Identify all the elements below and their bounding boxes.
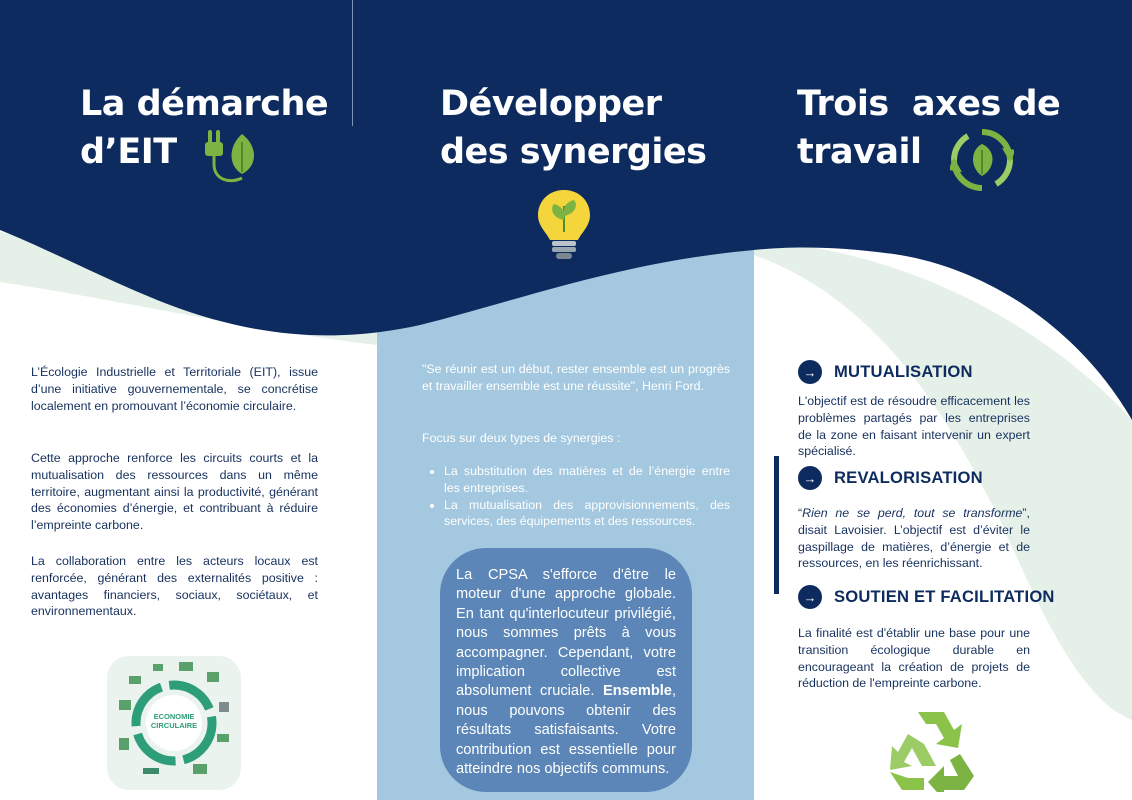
henri-ford-quote: "Se réunir est un début, rester ensemble est un progrès et travailler ensemble est une réussite", Henri Ford. bbox=[422, 362, 730, 393]
lavoisier-quote: Rien ne se perd, tout se transforme bbox=[802, 506, 1023, 520]
arrow-right-icon: → bbox=[798, 360, 822, 384]
left-title-line2: d’EIT bbox=[80, 132, 177, 172]
synergy-list bbox=[422, 463, 730, 530]
left-paragraph-3: La collaboration entre les acteurs locaux est renforcée, générant des externalités positive : avantages financiers, sociaux, sociétaux, et environnementaux. bbox=[31, 554, 318, 619]
cpsa-text-part2: , nous pouvons obtenir des résultats satisfaisants. Votre contribution est essentielle pour atteindre nos objectifs communs. bbox=[456, 683, 676, 778]
lavoisier-text: ”, disait Lavoisier. L’objectif est d’éviter le gaspillage de matières, d’énergie et de ressources, en les réenrichissant. bbox=[798, 506, 1030, 571]
focus-text: Focus sur deux types de synergies : bbox=[422, 431, 621, 445]
axis-soutien-heading bbox=[798, 585, 1055, 609]
right-title bbox=[797, 80, 1060, 176]
revalorisation-accent-bar bbox=[774, 456, 779, 594]
axis-text-soutien: La finalité est d'établir une base pour une transition écologique durable en encourageant la création de projets de réduction de l'empreinte carbone. bbox=[798, 626, 1030, 691]
cpsa-callout-text bbox=[456, 566, 676, 779]
middle-title bbox=[440, 80, 707, 176]
left-paragraph-1: L’Écologie Industrielle et Territoriale (EIT), issue d’une initiative gouvernementale, se concrétise localement en promouvant l’économie circulaire. bbox=[31, 365, 318, 413]
middle-title-line1: Développer bbox=[440, 84, 662, 124]
synergy-item-1: • La substitution des matières et de l’énergie entre les entreprises. bbox=[444, 463, 730, 497]
arrow-right-icon: → bbox=[798, 585, 822, 609]
middle-title-line2: des synergies bbox=[440, 132, 707, 172]
axis-revalorisation-heading bbox=[798, 466, 983, 490]
axis-title-revalorisation: REVALORISATION bbox=[834, 468, 983, 487]
synergy-item-2: • La mutualisation des approvisionnements, des services, des équipements et des ressources. bbox=[444, 497, 730, 531]
left-title-line1: La démarche bbox=[80, 84, 329, 124]
recycle-circle-leaf-icon bbox=[950, 128, 1014, 192]
axis-title-mutualisation: MUTUALISATION bbox=[834, 362, 973, 381]
diagram-center-label bbox=[147, 712, 201, 730]
right-title-line1: Trois axes de bbox=[797, 84, 1061, 124]
plug-leaf-icon bbox=[200, 128, 260, 190]
circular-economy-diagram bbox=[107, 656, 241, 790]
lavoisier-open-quote: “ bbox=[798, 506, 803, 520]
arrow-right-icon: → bbox=[798, 466, 822, 490]
diagram-center-line2: CIRCULAIRE bbox=[150, 721, 198, 730]
cpsa-text-part1: La CPSA s'efforce d'être le moteur d'une approche globale. En tant qu'interlocuteur privilégié, nous sommes prêts à vous accompagner. Cependant, votre implication collective est absolument cruciale. bbox=[456, 567, 676, 700]
left-paragraph-2: Cette approche renforce les circuits courts et la mutualisation des ressources dans un même territoire, augmentant ainsi la productivité, générant des économies d’énergie, et contribuant à réduire l’empreinte carbone. bbox=[31, 451, 318, 533]
recycle-icon bbox=[888, 706, 976, 792]
diagram-center-line1: ECONOMIE bbox=[153, 712, 195, 721]
axis-text-mutualisation: L'objectif est de résoudre efficacement les problèmes partagés par les entreprises de la zone en faisant intervenir un expert spécialisé. bbox=[798, 394, 1030, 459]
cpsa-text-bold: Ensemble bbox=[602, 683, 672, 700]
axis-text-revalorisation bbox=[798, 505, 1030, 572]
right-title-line2: travail bbox=[797, 132, 922, 172]
axis-title-soutien: SOUTIEN ET FACILITATION bbox=[834, 587, 1055, 606]
lightbulb-leaf-icon bbox=[536, 188, 592, 262]
axis-mutualisation-heading bbox=[798, 360, 973, 384]
header-divider bbox=[352, 0, 353, 126]
